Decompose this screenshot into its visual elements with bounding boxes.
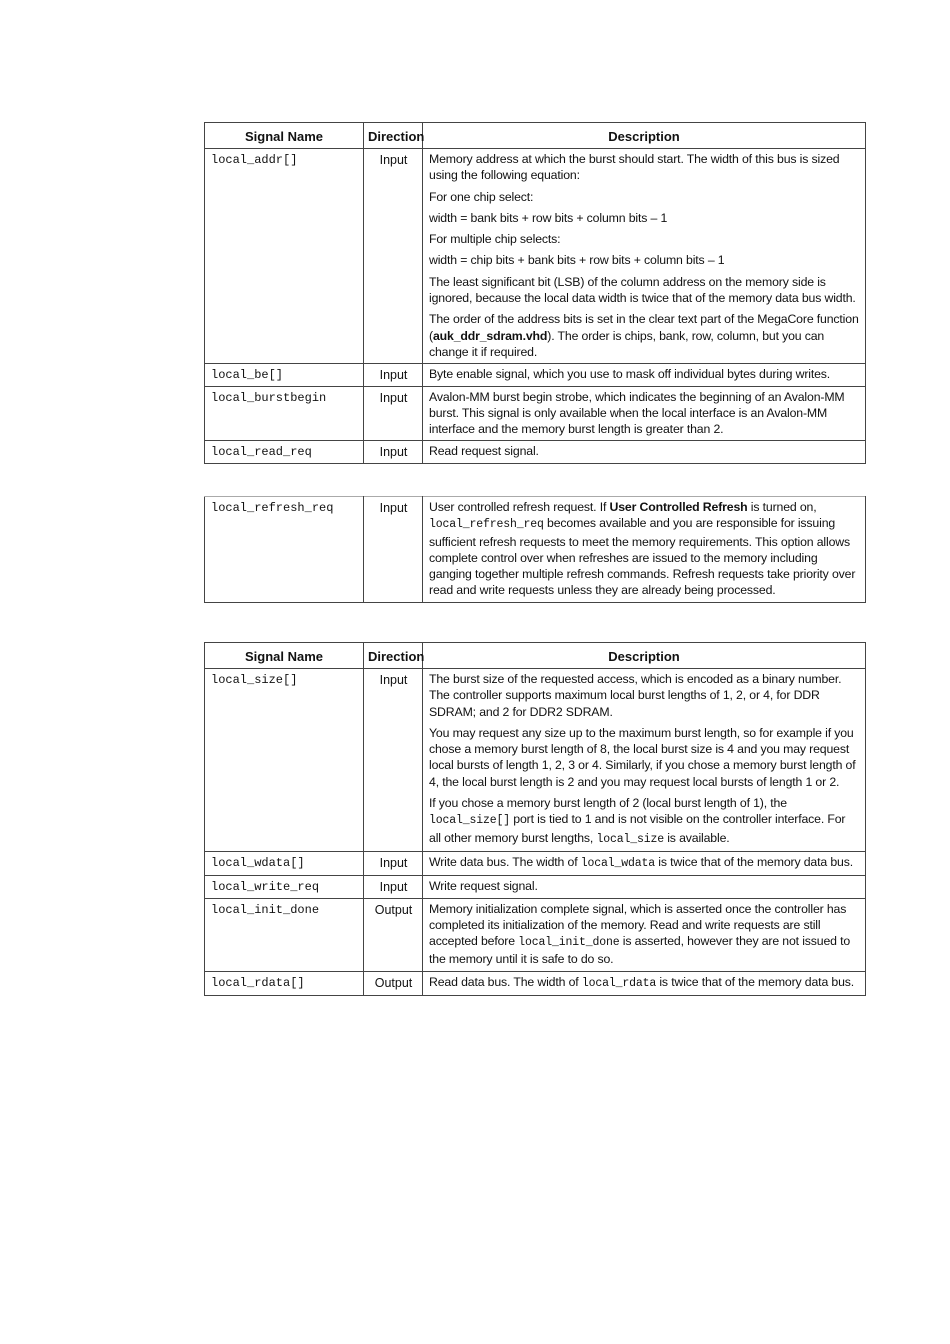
description-paragraph bbox=[429, 795, 860, 848]
header-direction: Direction bbox=[364, 123, 423, 149]
signal-name: local_size[] bbox=[205, 669, 364, 852]
description-paragraph: You may request any size up to the maximum burst length, so for example if you chose a memory burst length of 8, the local burst size is 4 and you may request local bursts of length 1, 2, 3 or 4. Similarly, if you chose a memory burst length of 4, the local burst length is 2 and you may request local bursts of length 1 or 2. bbox=[429, 725, 856, 789]
signal-description bbox=[423, 669, 866, 852]
description-paragraph: For one chip select: bbox=[429, 189, 534, 204]
description-text: is twice that of the memory data bus. bbox=[656, 974, 855, 989]
table-row bbox=[205, 497, 866, 603]
description-text: is asserted, however they are not issued to the memory until it is safe to do so. bbox=[429, 934, 851, 967]
description-paragraph: width = chip bits + bank bits + row bits + column bits – 1 bbox=[429, 253, 725, 268]
header-description: Description bbox=[423, 643, 866, 669]
file-name: auk_ddr_sdram.vhd bbox=[432, 328, 548, 343]
signal-direction: Input bbox=[364, 441, 423, 463]
signal-direction: Input bbox=[364, 386, 423, 441]
signal-reference: local_size bbox=[596, 832, 664, 846]
description-text: Memory initialization complete signal, which is asserted once the controller has completed its initialization of the memory. Read and write requests are still accepted before bbox=[429, 901, 847, 949]
description-text: Read data bus. The width of bbox=[429, 974, 582, 989]
signal-name: local_burstbegin bbox=[205, 386, 364, 441]
signal-direction: Input bbox=[364, 851, 423, 875]
description-paragraph: For multiple chip selects: bbox=[429, 232, 561, 247]
table-row bbox=[205, 876, 866, 898]
signal-reference: local_wdata bbox=[580, 856, 655, 870]
description-paragraph: The least significant bit (LSB) of the column address on the memory side is ignored, because the local data width is twice that of the memory data bus width. bbox=[429, 274, 856, 306]
signal-description bbox=[423, 898, 866, 971]
signal-description bbox=[423, 851, 866, 875]
description-text: is turned on, bbox=[747, 500, 817, 514]
description-text: ). The order is chips, bank, row, column, but you can change it if required. bbox=[429, 328, 825, 359]
signal-reference: local_rdata bbox=[581, 976, 657, 990]
option-name: User Controlled Refresh bbox=[609, 500, 748, 514]
description-text: If you chose a memory burst length of 2 (local burst length of 1), the bbox=[429, 796, 787, 811]
signal-description: Read request signal. bbox=[423, 441, 866, 463]
signal-name: local_init_done bbox=[205, 898, 364, 971]
table-row bbox=[205, 898, 866, 971]
signal-name: local_addr[] bbox=[205, 149, 364, 364]
signal-table-1-continued bbox=[204, 496, 866, 603]
description-paragraph bbox=[429, 311, 860, 360]
description-text: is twice that of the memory data bus. bbox=[655, 854, 853, 869]
signal-description: Byte enable signal, which you use to mask off individual bytes during writes. bbox=[423, 364, 866, 386]
signal-name: local_rdata[] bbox=[205, 971, 364, 995]
description-text: The order of the address bits is set in the clear text part of the MegaCore function ( bbox=[429, 312, 859, 343]
signal-name: local_refresh_req bbox=[205, 497, 364, 603]
signal-direction: Input bbox=[364, 669, 423, 852]
header-direction: Direction bbox=[364, 643, 423, 669]
signal-direction: Input bbox=[364, 497, 423, 603]
signal-direction: Input bbox=[364, 876, 423, 898]
signal-description bbox=[423, 149, 866, 364]
signal-reference: local_init_done bbox=[518, 936, 620, 950]
table-row bbox=[205, 364, 866, 386]
table-row bbox=[205, 149, 866, 364]
signal-direction: Output bbox=[364, 971, 423, 995]
table-row bbox=[205, 669, 866, 852]
signal-table-2 bbox=[204, 642, 866, 996]
signal-name: local_be[] bbox=[205, 364, 364, 386]
description-text: User controlled refresh request. If bbox=[429, 500, 610, 514]
signal-reference: local_refresh_req bbox=[429, 518, 544, 532]
description-paragraph: width = bank bits + row bits + column bits – 1 bbox=[429, 210, 668, 225]
table-row bbox=[205, 386, 866, 441]
signal-description bbox=[423, 971, 866, 995]
table-row bbox=[205, 441, 866, 463]
signal-description: Write request signal. bbox=[423, 876, 866, 898]
signal-reference: local_size[] bbox=[429, 814, 511, 828]
table-header-row bbox=[205, 123, 866, 149]
signal-description bbox=[423, 497, 866, 603]
description-text: Write data bus. The width of bbox=[429, 854, 581, 869]
table-row bbox=[205, 971, 866, 995]
header-description: Description bbox=[423, 123, 866, 149]
header-signal-name: Signal Name bbox=[205, 123, 364, 149]
table-header-row bbox=[205, 643, 866, 669]
description-text: is available. bbox=[663, 830, 730, 845]
description-paragraph: Memory address at which the burst should start. The width of this bus is sized using the following equation: bbox=[429, 152, 840, 183]
description-paragraph: The burst size of the requested access, which is encoded as a binary number. The controller supports maximum local burst lengths of 1, 2, or 4, for DDR SDRAM; and 2 for DDR2 SDRAM. bbox=[429, 672, 842, 719]
signal-name: local_wdata[] bbox=[205, 851, 364, 875]
signal-direction: Input bbox=[364, 364, 423, 386]
description-text: becomes available and you are responsible for issuing sufficient refresh requests to meet the memory requirements. This option allows complete control over when refreshes are issued to the memory including ganging together multiple refresh commands. Refresh requests take priority over read and write requests unless they are already being processed. bbox=[429, 516, 856, 598]
signal-direction: Output bbox=[364, 898, 423, 971]
signal-direction: Input bbox=[364, 149, 423, 364]
header-signal-name: Signal Name bbox=[205, 643, 364, 669]
signal-name: local_write_req bbox=[205, 876, 364, 898]
description-text: port is tied to 1 and is not visible on the controller interface. For all other memory burst lengths, bbox=[429, 812, 846, 845]
signal-description: Avalon-MM burst begin strobe, which indicates the beginning of an Avalon-MM burst. This signal is only available when the local interface is an Avalon-MM interface and the memory burst length is greater than 2. bbox=[423, 386, 866, 441]
signal-table-1 bbox=[204, 122, 866, 464]
table-row bbox=[205, 851, 866, 875]
signal-name: local_read_req bbox=[205, 441, 364, 463]
